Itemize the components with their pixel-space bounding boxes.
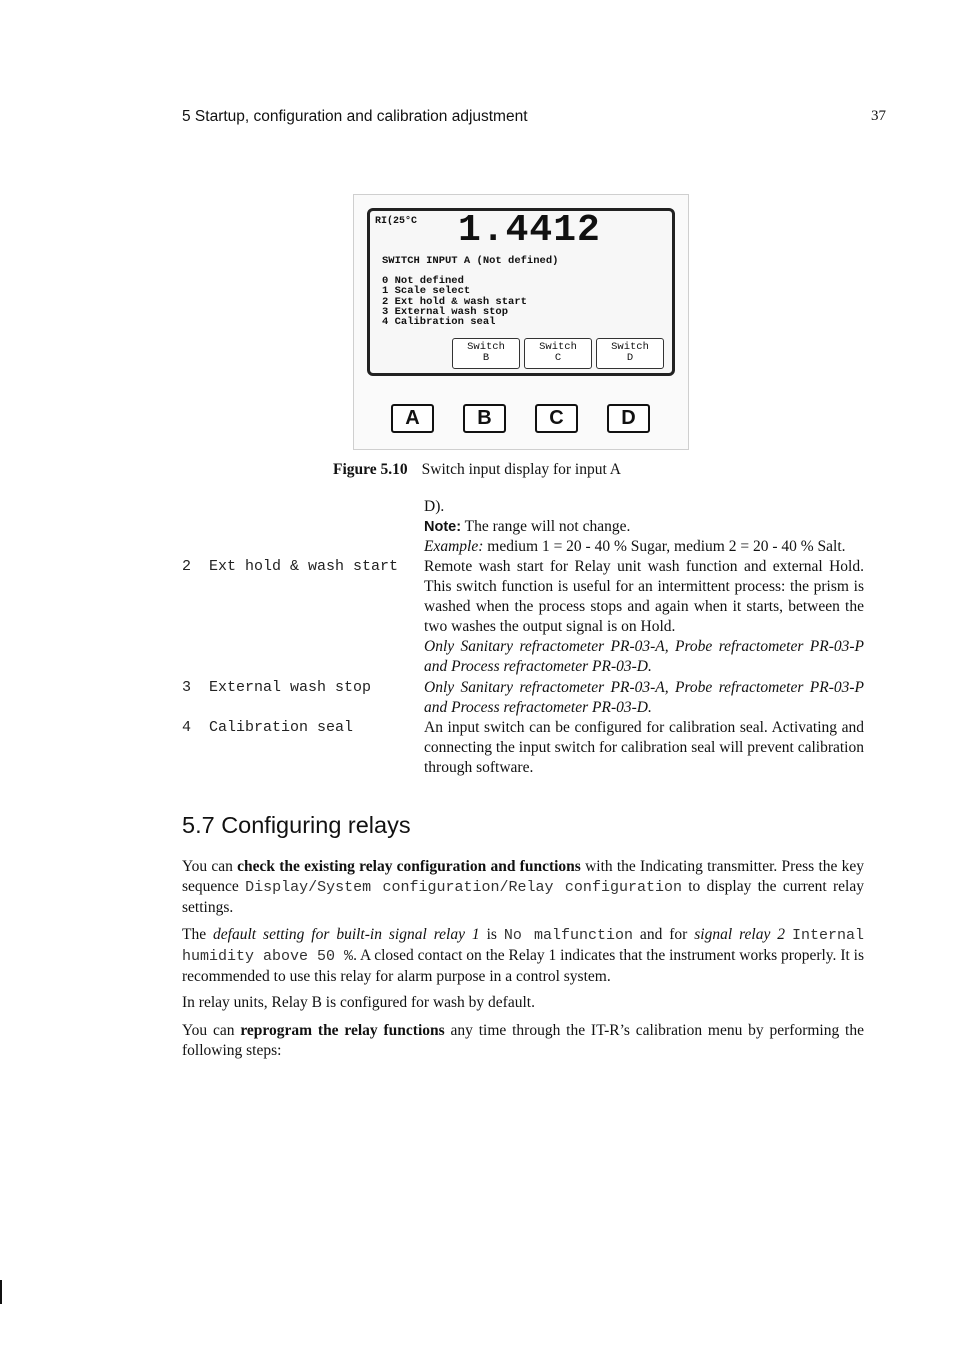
key-b-button[interactable]: B: [463, 404, 506, 433]
switch-input-title: SWITCH INPUT A (Not defined): [382, 255, 559, 267]
page-number: 37: [871, 108, 886, 124]
device-display-figure: [353, 194, 689, 450]
definition-desc: An input switch can be configured for calibration seal. Activating and connecting the input switch for calibration seal will prevent calibration through software.: [424, 719, 864, 777]
definition-item-calibration-seal: [182, 718, 864, 780]
softkey-label: B: [482, 352, 490, 364]
option-item[interactable]: 0 Not defined: [382, 275, 464, 287]
lcd-screen: [367, 208, 675, 376]
definition-desc: Remote wash start for Relay unit wash function and external Hold. This switch function is useful for an intermittent process: the prism is washed when the process stops and again when it starts, between the two washes the output signal is on Hold.: [424, 558, 864, 636]
relay-setting-code: No malfunction: [503, 927, 633, 944]
measurement-value: 1.4412: [458, 209, 601, 252]
softkey-label: D: [626, 352, 634, 364]
definition-term: 4 Calibration seal: [182, 719, 354, 736]
note-text: The range will not change.: [461, 518, 631, 536]
note-line: [424, 517, 864, 537]
switch-d-softkey[interactable]: [596, 338, 664, 369]
key-a-button[interactable]: A: [391, 404, 434, 433]
running-header: [182, 108, 886, 128]
definition-term: 2 Ext hold & wash start: [182, 558, 399, 575]
continuation-text: D).: [424, 498, 445, 515]
relay-setting-code: Internal humidity above 50 %: [182, 927, 865, 966]
switch-option-list: [382, 276, 527, 327]
definition-item-external-wash-stop: [182, 678, 864, 720]
key-c-button[interactable]: C: [535, 404, 578, 433]
option-item[interactable]: 3 External wash stop: [382, 305, 509, 318]
option-item[interactable]: 1 Scale select: [382, 285, 471, 298]
section-heading: 5.7 Configuring relays: [182, 812, 411, 838]
key-d-button[interactable]: D: [607, 404, 650, 433]
example-text: medium 1 = 20 - 40 % Sugar, medium 2 = 20 - 40 % Salt.: [483, 538, 846, 556]
definition-desc-note: Only Sanitary refractometer PR-03-A, Probe refractometer PR-03-P and Process refractometer PR-03-D.: [424, 679, 864, 717]
definition-item-ext-hold: [182, 557, 864, 679]
example-line: [424, 537, 864, 557]
definition-term: 3 External wash stop: [182, 679, 372, 696]
definition-desc-note: Only Sanitary refractometer PR-03-A, Probe refractometer PR-03-P and Process refractometer PR-03-D.: [424, 638, 864, 676]
key-sequence-code: Display/System configuration/Relay configuration: [245, 879, 682, 897]
definition-continuation: [182, 497, 864, 559]
paragraph: You can check the existing relay configuration and functions with the Indicating transmitter. Press the key sequence Display/System configuration/Relay configuration to display the current relay settings.: [182, 858, 864, 917]
softkey-label: C: [554, 352, 562, 364]
switch-b-softkey[interactable]: [452, 338, 520, 369]
change-bar: [0, 1280, 2, 1304]
example-label: Example:: [424, 538, 484, 556]
paragraph: The default setting for built-in signal relay 1 is No malfunction and for signal relay 2 Internal humidity above 50 %. A closed contact on the Relay 1 indicates that the instrument works properly. It is recommended to use this relay for alarm purpose in a control system.: [182, 926, 865, 986]
figure-caption: [0, 461, 954, 479]
softkey-label: Switch: [611, 341, 649, 353]
unit-label: RI(25°C: [375, 216, 418, 227]
option-item[interactable]: 4 Calibration seal: [382, 316, 496, 329]
caption-text: Switch input display for input A: [421, 461, 621, 478]
paragraph: You can reprogram the relay functions any time through the IT-R’s calibration menu by performing the following steps:: [182, 1022, 864, 1060]
softkey-label: Switch: [539, 341, 577, 353]
option-item[interactable]: 2 Ext hold & wash start: [382, 295, 527, 308]
paragraph: In relay units, Relay B is configured for wash by default.: [182, 994, 535, 1011]
note-label: Note:: [424, 519, 462, 536]
chapter-title: 5 Startup, configuration and calibration adjustment: [182, 108, 528, 125]
caption-label: Figure 5.10: [333, 461, 408, 478]
softkey-label: Switch: [467, 341, 505, 353]
switch-c-softkey[interactable]: [524, 338, 592, 369]
